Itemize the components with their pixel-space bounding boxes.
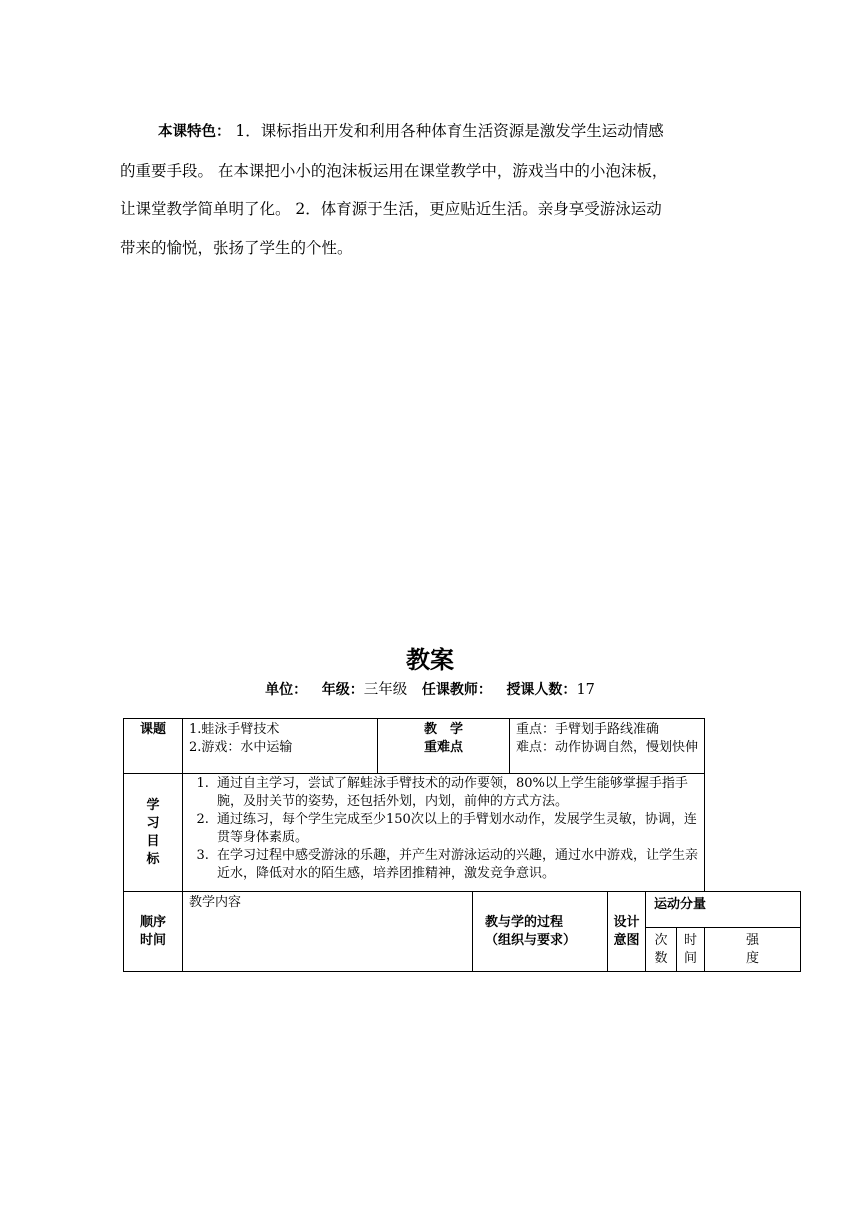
order-label: 顺序 <box>139 914 166 930</box>
goals-label-4: 标 <box>146 851 160 867</box>
features-text-1: 1．课标指出开发和利用各种体育生活资源是激发学生运动情感 <box>230 122 664 140</box>
key-label-2: 重难点 <box>424 740 464 755</box>
duration-label-1: 时 <box>684 933 698 948</box>
goals-cell <box>183 774 705 892</box>
topic-label: 课题 <box>139 722 166 737</box>
intensity-label-2: 度 <box>746 951 760 966</box>
goals-label-2: 习 <box>146 815 160 831</box>
process-label-1: 教与学的过程 <box>485 914 564 930</box>
intensity-label-1: 强 <box>746 933 760 948</box>
lesson-plan-table <box>123 718 801 972</box>
load-label: 运动分量 <box>654 897 707 912</box>
goals-row <box>124 774 801 892</box>
key-points-label-cell <box>378 719 510 774</box>
topic-label-cell <box>124 719 183 774</box>
load-header <box>646 892 801 928</box>
header-row-1 <box>124 892 801 928</box>
intensity-header <box>705 928 801 972</box>
grade-value: 三年级 <box>363 682 408 698</box>
topic-cell <box>183 719 378 774</box>
times-header <box>646 928 677 972</box>
difficult-point: 难点：动作协调自然，慢划快伸 <box>516 740 699 755</box>
key-point: 重点：手臂划手路线准确 <box>516 722 660 737</box>
design-label: 设计意图 <box>613 914 640 948</box>
duration-header <box>677 928 705 972</box>
features-label: 本课特色： <box>158 124 231 140</box>
goals-label-cell <box>124 774 183 892</box>
document-subtitle <box>0 678 860 699</box>
content-header <box>183 892 473 972</box>
topic-line-1: 1.蛙泳手臂技术 <box>189 722 280 737</box>
goal-item: 3. 在学习过程中感受游泳的乐趣，并产生对游泳运动的兴趣，通过水中游戏，让学生亲近水，降低对水的陌生感，培养团推精神，激发竞争意识。 <box>213 847 698 883</box>
order-time-header <box>124 892 183 972</box>
lesson-features <box>120 112 760 267</box>
document-title: 教案 <box>406 646 454 674</box>
times-label-1: 次 <box>654 933 668 948</box>
count-value: 17 <box>576 682 595 698</box>
features-line-3: 让课堂教学简单明了化。 2．体育源于生活，更应贴近生活。亲身享受游泳运动 <box>120 200 662 218</box>
features-line-1 <box>120 112 760 152</box>
unit-label: 单位： <box>265 682 308 698</box>
duration-label-2: 间 <box>684 951 698 966</box>
teacher-label: 任课教师： <box>421 682 492 698</box>
key-points-cell <box>510 719 705 774</box>
time-label: 时间 <box>139 932 166 948</box>
design-header <box>608 892 646 972</box>
topic-row <box>124 719 801 774</box>
features-line-4: 带来的愉悦，张扬了学生的个性。 <box>120 238 353 257</box>
process-label-2: （组织与要求） <box>485 932 577 948</box>
goals-label-3: 目 <box>146 833 160 849</box>
key-label-1: 教 学 <box>424 722 464 737</box>
goal-item: 2. 通过练习，每个学生完成至少150次以上的手臂划水动作，发展学生灵敏，协调，连贯等身体素质。 <box>213 811 698 847</box>
grade-label: 年级： <box>321 682 364 698</box>
goals-label-1: 学 <box>146 797 160 813</box>
topic-line-2: 2.游戏：水中运输 <box>189 740 293 755</box>
content-label: 教学内容 <box>189 895 242 910</box>
count-label: 授课人数： <box>506 682 577 698</box>
times-label-2: 数 <box>654 951 668 966</box>
process-header <box>473 892 608 972</box>
goal-item: 1. 通过自主学习，尝试了解蛙泳手臂技术的动作要领，80%以上学生能够掌握手指手腕，及肘关节的姿势，还包括外划，内划，前伸的方式方法。 <box>213 775 698 811</box>
features-line-2: 的重要手段。 在本课把小小的泡沫板运用在课堂教学中，游戏当中的小泡沫板， <box>120 161 668 180</box>
